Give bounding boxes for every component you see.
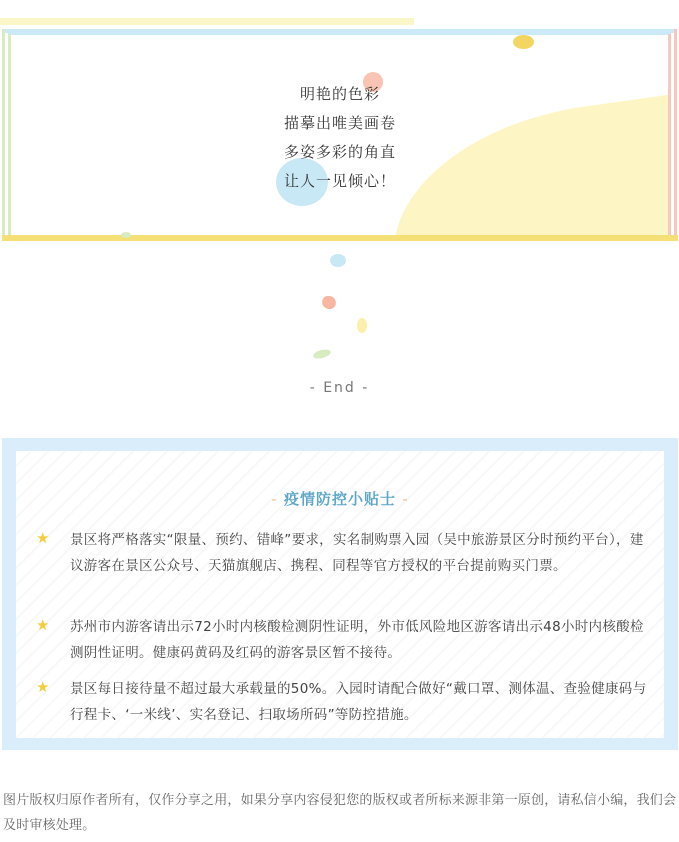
decor-dot-green: [121, 232, 131, 238]
poem-line: 明艳的色彩: [299, 85, 380, 103]
poem-line: 让人一见倾心！: [283, 172, 396, 190]
tips-title: [16, 488, 664, 509]
title-dash-right: -: [402, 490, 409, 508]
poem-line: 多姿多彩的角直: [283, 143, 396, 161]
decor-dot-blue-small: [330, 254, 346, 267]
title-dash-left: -: [271, 490, 278, 508]
star-icon: ★: [36, 529, 50, 547]
tips-title-text: 疫情防控小贴士: [283, 490, 396, 508]
star-icon: ★: [36, 616, 50, 634]
decor-dot-yellow: [513, 35, 534, 49]
copyright-notice: 图片版权归原作者所有，仅作分享之用，如果分享内容侵犯您的版权或者所标来源非第一原创，请私信小编，我们会及时审核处理。: [3, 793, 677, 833]
tips-inner: [16, 451, 664, 738]
decor-border-left: [2, 29, 5, 239]
poem-line: 描摹出唯美画卷: [283, 114, 396, 132]
decor-band-top: [0, 18, 414, 25]
star-icon: ★: [36, 678, 50, 696]
tips-panel: [2, 438, 678, 750]
decor-border-right: [674, 29, 677, 239]
decor-dot-yellow-small: [357, 318, 367, 333]
decor-bottom-bar: [2, 235, 678, 241]
tip-text: 景区将严格落实“限量、预约、错峰”要求，实名制购票入园（吴中旅游景区分时预约平台），建议游客在景区公众号、天猫旗舰店、携程、同程等官方授权的平台提前购买门票。: [70, 532, 644, 574]
decor-dot-green-small: [312, 348, 331, 360]
end-label: - End -: [309, 380, 370, 396]
decor-dot-pink-small: [320, 293, 339, 311]
tip-text: 苏州市内游客请出示72小时内核酸检测阴性证明，外市低风险地区游客请出示48小时内核酸检测阴性证明。健康码黄码及红码的游客景区暂不接待。: [70, 619, 644, 661]
poem-text: [240, 80, 440, 196]
poem-frame: [0, 0, 679, 242]
tip-text: 景区每日接待量不超过最大承载量的50%。入园时请配合做好“戴口罩、测体温、查验健康码与行程卡、‘一米线’、实名登记、扫取场所码”等防控措施。: [70, 681, 647, 723]
